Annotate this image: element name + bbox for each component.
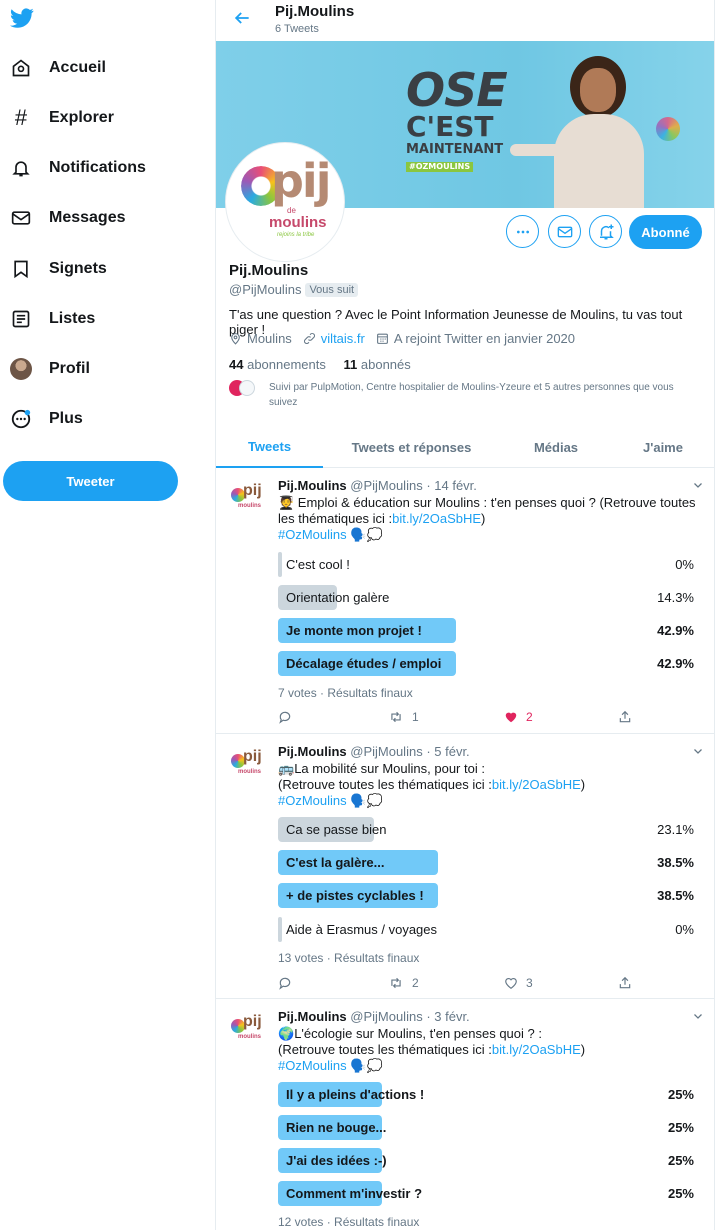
following-label: abonnements <box>247 357 326 372</box>
avatar-icon <box>10 358 32 380</box>
more-options-button[interactable] <box>506 215 539 248</box>
home-icon <box>10 57 32 79</box>
tweet-link[interactable]: bit.ly/2OaSbHE <box>491 1042 581 1057</box>
nav-label: Explorer <box>49 109 114 126</box>
nav-label: Profil <box>49 360 90 377</box>
nav-label: Plus <box>49 410 83 427</box>
chevron-down-icon[interactable] <box>692 479 704 491</box>
following-link[interactable] <box>229 357 326 372</box>
nav-home[interactable] <box>0 48 200 88</box>
retweet-icon <box>388 976 404 990</box>
tweet-handle: @PijMoulins <box>350 1009 423 1024</box>
poll-option-label: Aide à Erasmus / voyages <box>286 922 438 937</box>
poll-option <box>278 1181 694 1206</box>
tweet-text <box>278 495 706 543</box>
followers-you-know-avatars <box>229 380 263 396</box>
nav-label: Notifications <box>49 159 146 176</box>
followed-by-text: Suivi par PulpMotion, Centre hospitalier de Moulins-Yzeure et 5 autres personnes que vous suivez <box>269 382 674 408</box>
tweet-header: Pij.Moulins @PijMoulins · 5 févr. <box>278 744 470 759</box>
hashtag-icon: # <box>14 105 28 130</box>
tweet-date[interactable]: 14 févr. <box>434 478 477 493</box>
poll-option <box>278 850 694 875</box>
retweet-count: 1 <box>412 710 419 724</box>
chevron-down-icon[interactable] <box>692 745 704 757</box>
banner-pij-logo <box>656 117 680 141</box>
poll-option <box>278 917 694 942</box>
avatar-moulins: moulins <box>269 214 327 231</box>
following-button[interactable]: Abonné <box>629 215 702 249</box>
website-link[interactable]: viltais.fr <box>320 331 365 346</box>
tweet-handle: @PijMoulins <box>350 478 423 493</box>
tweet-actions <box>278 710 638 728</box>
banner-maintenant: MAINTENANT <box>406 142 504 157</box>
tweet-text <box>278 1026 706 1074</box>
tweet-author[interactable]: Pij.Moulins <box>278 478 347 493</box>
poll-option-percent: 0% <box>675 557 694 572</box>
poll-option <box>278 883 694 908</box>
tweet[interactable] <box>216 469 715 734</box>
tweet-text-end: ) <box>580 777 586 792</box>
banner-hashtag: #OZMOULINS <box>406 162 473 172</box>
header-tweet-count: 6 Tweets <box>275 23 319 35</box>
poll-option <box>278 817 694 842</box>
retweet-icon <box>388 710 404 724</box>
poll-option-label: Décalage études / emploi <box>286 656 442 671</box>
followers-link[interactable] <box>344 357 411 372</box>
poll-option-percent: 25% <box>667 1087 694 1102</box>
tweet-link[interactable]: bit.ly/2OaSbHE <box>392 511 482 526</box>
nav-notifications[interactable] <box>0 148 200 188</box>
tweet-emoji: 🚌 <box>278 761 295 776</box>
poll-option-percent: 38.5% <box>657 888 694 903</box>
bell-plus-icon <box>597 223 615 241</box>
profile-bio: T'as une question ? Avec le Point Information Jeunesse de Moulins, tu vas tout piger ! <box>229 307 683 337</box>
banner-ose: OSE <box>406 63 507 117</box>
tweet-emoji-end: 🗣️💭 <box>350 527 383 542</box>
tweet-avatar-brand: pij <box>243 748 262 765</box>
follow-stats <box>229 357 411 372</box>
share-button[interactable] <box>618 710 640 724</box>
sidebar <box>0 0 214 1230</box>
retweet-button[interactable] <box>388 710 419 724</box>
like-button[interactable] <box>504 710 533 724</box>
tweet-text-second: (Retrouve toutes les thématiques ici : <box>278 1042 492 1057</box>
avatar-tagline: rejoins la tribe <box>277 232 315 238</box>
poll-option-label: Comment m'investir ? <box>286 1186 423 1201</box>
heart-icon <box>504 976 518 990</box>
poll-option-label: Rien ne bouge... <box>286 1120 387 1135</box>
calendar-icon <box>376 332 389 345</box>
bell-icon <box>10 157 32 179</box>
poll-option-label: Ca se passe bien <box>286 822 387 837</box>
share-icon <box>618 976 632 990</box>
header-name: Pij.Moulins <box>275 3 355 20</box>
nav-label: Listes <box>49 310 96 327</box>
profile-handle-row <box>229 282 358 297</box>
poll-option-percent: 0% <box>675 922 694 937</box>
profile-meta <box>229 331 586 346</box>
tweet-author[interactable]: Pij.Moulins <box>278 744 347 759</box>
tweet-link[interactable]: bit.ly/2OaSbHE <box>491 777 581 792</box>
profile-header-bar <box>216 0 715 41</box>
tweet-emoji-end: 🗣️💭 <box>350 793 383 808</box>
joined-text: A rejoint Twitter en janvier 2020 <box>393 331 576 346</box>
tweet-header: Pij.Moulins @PijMoulins · 3 févr. <box>278 1009 470 1024</box>
poll-option <box>278 1082 694 1107</box>
tweet[interactable] <box>216 735 715 999</box>
poll-option-label: J'ai des idées :-) <box>286 1153 387 1168</box>
tweet-avatar[interactable] <box>227 1009 271 1053</box>
poll-bar <box>278 552 282 577</box>
avatar-de: de <box>287 206 296 215</box>
poll-votes: 7 votes · Résultats finaux <box>278 686 413 700</box>
tweet-hashtag[interactable]: #OzMoulins <box>278 793 347 808</box>
tweet-handle: @PijMoulins <box>350 744 423 759</box>
tweet-hashtag[interactable]: #OzMoulins <box>278 1058 347 1073</box>
joined-date <box>376 331 575 346</box>
tweet-text <box>278 761 706 809</box>
tweet-author[interactable]: Pij.Moulins <box>278 1009 347 1024</box>
nav-label: Signets <box>49 260 107 277</box>
twitter-logo-icon[interactable] <box>8 6 36 30</box>
profile-handle: @PijMoulins <box>229 282 302 297</box>
tweet-date[interactable]: 5 févr. <box>434 744 470 759</box>
tweet-button[interactable]: Tweeter <box>3 461 178 501</box>
tweet-date[interactable]: 3 févr. <box>434 1009 470 1024</box>
tweet-text-second: (Retrouve toutes les thématiques ici : <box>278 777 492 792</box>
reply-icon <box>278 976 292 990</box>
bookmark-icon <box>10 258 32 280</box>
heart-filled-icon <box>504 710 518 724</box>
tweet-emoji: 🌍 <box>278 1026 295 1041</box>
nav-more[interactable] <box>0 399 200 439</box>
profile-name: Pij.Moulins <box>229 262 309 279</box>
tweet-avatar-brand: pij <box>243 1013 262 1030</box>
poll-option-percent: 14.3% <box>657 590 694 605</box>
avatar-brand: pij <box>271 154 330 208</box>
poll-bar <box>278 917 282 942</box>
retweet-button[interactable] <box>388 976 419 990</box>
poll-option-percent: 42.9% <box>657 623 694 638</box>
poll-option <box>278 552 694 577</box>
poll-votes: 13 votes · Résultats finaux <box>278 951 420 965</box>
nav-label: Messages <box>49 209 126 226</box>
location-text: Moulins <box>247 331 292 346</box>
followed-by[interactable] <box>229 380 699 410</box>
location <box>229 331 292 346</box>
poll-option-percent: 25% <box>667 1153 694 1168</box>
poll-option <box>278 1148 694 1173</box>
tweet-avatar-town: moulins <box>238 769 262 775</box>
poll-option-label: C'est la galère... <box>286 855 385 870</box>
follows-you-badge: Vous suit <box>305 283 358 297</box>
link-icon <box>303 332 316 345</box>
banner-cest: C'EST <box>406 110 494 143</box>
location-pin-icon <box>229 332 242 345</box>
poll-option-percent: 25% <box>667 1120 694 1135</box>
tweet-header: Pij.Moulins @PijMoulins · 14 févr. <box>278 478 477 493</box>
tweet-avatar[interactable] <box>227 744 271 788</box>
poll-option-label: C'est cool ! <box>286 557 350 572</box>
like-count: 2 <box>526 710 533 724</box>
chevron-down-icon[interactable] <box>692 1010 704 1022</box>
poll-option-percent: 42.9% <box>657 656 694 671</box>
ellipsis-icon <box>515 224 531 240</box>
poll-option-label: Je monte mon projet ! <box>286 623 422 638</box>
main-column <box>215 0 715 1230</box>
tab-likes[interactable]: J'aime <box>643 439 683 455</box>
tweet-actions <box>278 976 638 994</box>
poll-votes: 12 votes · Résultats finaux <box>278 1215 420 1229</box>
tweet-text-main: L'écologie sur Moulins, t'en penses quoi ? : <box>294 1026 542 1041</box>
tweet-text-end: ) <box>580 1042 586 1057</box>
following-count: 44 <box>229 357 244 372</box>
poll-option <box>278 1115 694 1140</box>
poll-option <box>278 651 694 676</box>
tweet-avatar-brand: pij <box>243 482 262 499</box>
banner-person-image <box>546 56 646 208</box>
nav-bookmarks[interactable] <box>0 249 200 289</box>
tweet-hashtag[interactable]: #OzMoulins <box>278 527 347 542</box>
tab-media[interactable]: Médias <box>533 439 579 455</box>
followers-label: abonnés <box>360 357 411 372</box>
nav-profile[interactable] <box>0 349 200 389</box>
message-button[interactable] <box>548 215 581 248</box>
poll-option <box>278 618 694 643</box>
banner-headline <box>406 63 507 172</box>
poll-option-label: + de pistes cyclables ! <box>286 888 424 903</box>
retweet-count: 2 <box>412 976 419 990</box>
like-count: 3 <box>526 976 533 990</box>
poll-option-label: Orientation galère <box>286 590 390 605</box>
nav-lists[interactable] <box>0 299 200 339</box>
tweet[interactable] <box>216 1000 715 1230</box>
reply-icon <box>278 710 292 724</box>
tweet-avatar[interactable] <box>227 478 271 522</box>
profile-avatar[interactable] <box>226 143 344 261</box>
envelope-icon <box>10 207 32 229</box>
nav-label: Accueil <box>49 59 106 76</box>
tweet-text-main: La mobilité sur Moulins, pour toi : <box>294 761 485 776</box>
tweet-avatar-town: moulins <box>238 503 262 509</box>
reply-button[interactable] <box>278 976 300 990</box>
nav-messages[interactable] <box>0 198 200 238</box>
followers-count: 11 <box>343 357 358 372</box>
poll-option-label: Il y a pleins d'actions ! <box>286 1087 425 1102</box>
tweet-text-end: ) <box>481 511 486 526</box>
like-button[interactable] <box>504 976 533 990</box>
tab-tweets[interactable]: Tweets <box>216 426 323 468</box>
list-icon <box>10 308 32 330</box>
more-icon <box>10 408 32 430</box>
poll-option-percent: 23.1% <box>657 822 694 837</box>
tweet-avatar-town: moulins <box>238 1034 262 1040</box>
back-arrow-icon[interactable] <box>232 8 252 28</box>
reply-button[interactable] <box>278 710 300 724</box>
poll-option-percent: 25% <box>667 1186 694 1201</box>
profile-tabs <box>216 426 715 468</box>
tweet-text-main: Emploi & éducation sur Moulins : t'en penses quoi ? (Retrouve toutes les thématiques ici : <box>278 495 696 526</box>
nav-explore[interactable] <box>0 98 200 138</box>
tab-tweets-replies[interactable]: Tweets et réponses <box>351 439 472 455</box>
poll-option <box>278 585 694 610</box>
share-icon <box>618 710 632 724</box>
poll-option-percent: 38.5% <box>657 855 694 870</box>
share-button[interactable] <box>618 976 640 990</box>
notify-button[interactable] <box>589 215 622 248</box>
tweet-emoji-end: 🗣️💭 <box>350 1058 383 1073</box>
envelope-icon <box>557 224 573 240</box>
tweet-emoji: 🧑‍🎓 <box>278 495 295 510</box>
website <box>303 331 365 346</box>
